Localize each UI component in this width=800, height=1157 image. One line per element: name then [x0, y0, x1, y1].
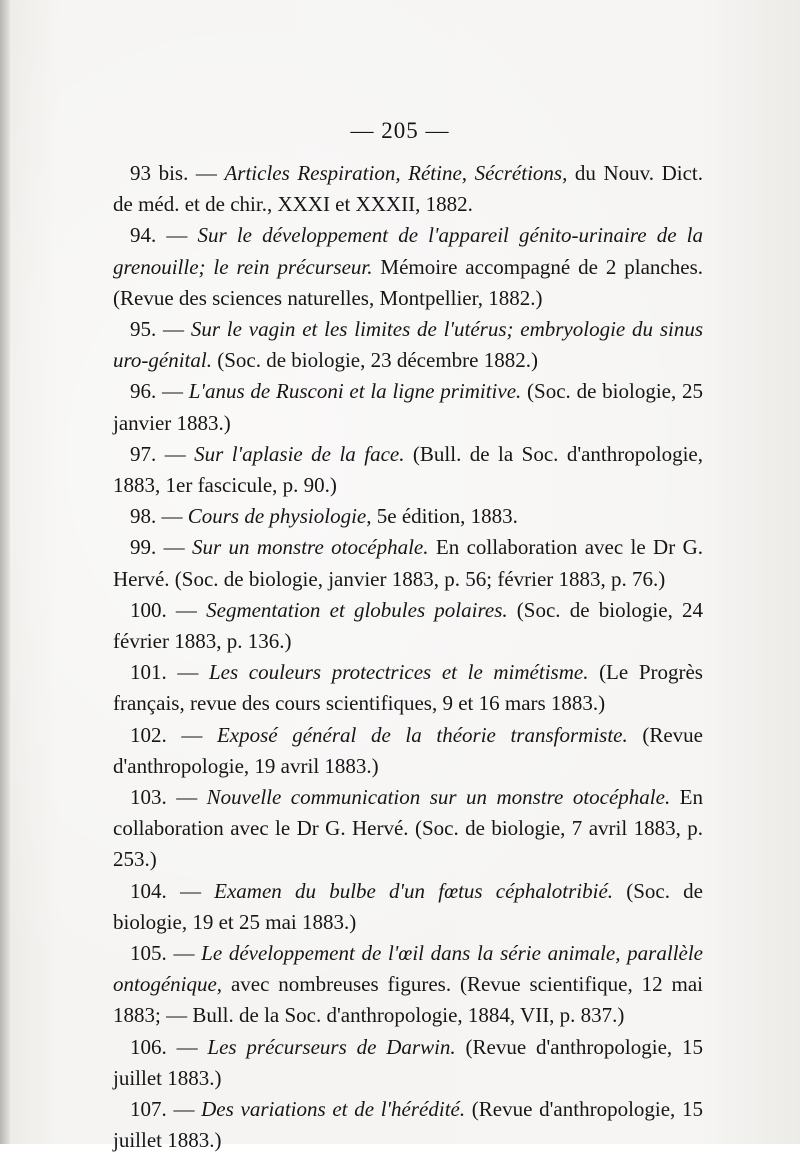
entry-number: 105. —	[130, 941, 202, 966]
bibliography-entry-96	[113, 376, 703, 438]
bibliography-entry-105	[113, 938, 703, 1032]
entry-number: 93 bis. —	[130, 161, 225, 185]
entry-number: 104. —	[130, 878, 215, 903]
entry-title: Sur l'aplasie de la face.	[194, 441, 405, 466]
entry-title: Examen du bulbe d'un fœtus céphalotribié.	[214, 878, 614, 903]
entry-details: (Bull. de la Soc. d'anthropologie, 1883, 1er fascicule, p. 90.)	[113, 441, 704, 498]
entry-number: 97. —	[130, 441, 195, 466]
entry-details: Mémoire accompagné de 2 planches. (Revue des sciences naturelles, Montpellier, 1882.)	[113, 254, 703, 310]
entry-details: du Nouv. Dict. de méd. et de chir., XXXI et XXXII, 1882.	[113, 161, 703, 217]
entry-title: Les couleurs protectrices et le mimétisme.	[208, 660, 589, 685]
bibliography-list	[113, 158, 703, 1157]
entry-details: En collaboration avec le Dr G. Hervé. (Soc. de biologie, janvier 1883, p. 56; février 1883, p. 76.)	[113, 535, 703, 591]
entry-title: Sur un monstre otocéphale.	[191, 535, 429, 560]
entry-details: (Soc. de biologie, 19 et 25 mai 1883.)	[113, 878, 703, 934]
entry-title: Segmentation et globules polaires.	[206, 597, 508, 622]
bibliography-entry-107	[113, 1094, 703, 1156]
bibliography-entry-100	[113, 595, 703, 657]
entry-number: 96. —	[130, 379, 189, 404]
page-number: — 205 —	[350, 118, 450, 143]
bibliography-entry-102	[113, 720, 703, 782]
entry-title: Cours de physiologie,	[187, 504, 372, 529]
entry-details: (Revue d'anthropologie, 15 juillet 1883.)	[113, 1034, 703, 1090]
entry-details: avec nombreuses figures. (Revue scientifique, 12 mai 1883; — Bull. de la Soc. d'anthropologie, 1884, VII, p. 837.)	[113, 972, 703, 1028]
bibliography-entry-97	[113, 439, 703, 501]
entry-number: 98. —	[130, 504, 188, 529]
entry-title: Le développement de l'œil dans la série animale, parallèle ontogénique,	[113, 941, 704, 997]
entry-title: Sur le vagin et les limites de l'utérus; embryologie du sinus uro-génital.	[113, 317, 703, 373]
entry-details: En collaboration avec le Dr G. Hervé. (Soc. de biologie, 7 avril 1883, p. 253.)	[113, 785, 703, 872]
bibliography-entry-99	[113, 532, 703, 594]
bibliography-entry-104	[113, 876, 703, 938]
entry-number: 103. —	[130, 785, 207, 810]
entry-number: 107. —	[130, 1097, 202, 1122]
bibliography-entry-106	[113, 1032, 703, 1094]
entry-title: Articles Respiration, Rétine, Sécrétions,	[224, 161, 568, 185]
entry-title: Nouvelle communication sur un monstre otocéphale.	[206, 785, 671, 810]
entry-details: 5e édition, 1883.	[371, 504, 518, 529]
bibliography-entry-98	[113, 501, 703, 532]
bibliography-entry-101	[113, 657, 703, 719]
bibliography-entry-94	[113, 220, 703, 314]
entry-title: Sur le développement de l'appareil génito-urinaire de la grenouille; le rein précurseur.	[113, 223, 703, 279]
entry-number: 94. —	[130, 223, 198, 248]
entry-details: (Le Progrès français, revue des cours scientifiques, 9 et 16 mars 1883.)	[113, 660, 703, 716]
entry-details: (Soc. de biologie, 24 février 1883, p. 136.)	[113, 597, 704, 654]
entry-title: Les précurseurs de Darwin.	[207, 1034, 456, 1059]
entry-details: (Soc. de biologie, 23 décembre 1882.)	[211, 348, 538, 373]
page-gutter-shadow	[0, 0, 10, 1144]
entry-number: 106. —	[130, 1034, 208, 1059]
entry-details: (Revue d'anthropologie, 15 juillet 1883.)	[113, 1097, 704, 1153]
entry-title: L'anus de Rusconi et la ligne primitive.	[188, 379, 522, 404]
entry-title: Exposé général de la théorie transformiste.	[216, 722, 628, 747]
entry-number: 99. —	[130, 535, 192, 560]
entry-number: 102. —	[130, 722, 217, 747]
entry-number: 95. —	[130, 317, 191, 342]
entry-number: 100. —	[130, 597, 207, 622]
bibliography-entry-93bis	[113, 158, 703, 220]
bibliography-entry-103	[113, 782, 703, 876]
entry-number: 101. —	[130, 660, 209, 685]
entry-details: (Revue d'anthropologie, 19 avril 1883.)	[113, 722, 703, 778]
bibliography-entry-95	[113, 314, 703, 376]
entry-title: Des variations et de l'hérédité.	[201, 1097, 466, 1122]
entry-details: (Soc. de biologie, 25 janvier 1883.)	[113, 379, 703, 435]
